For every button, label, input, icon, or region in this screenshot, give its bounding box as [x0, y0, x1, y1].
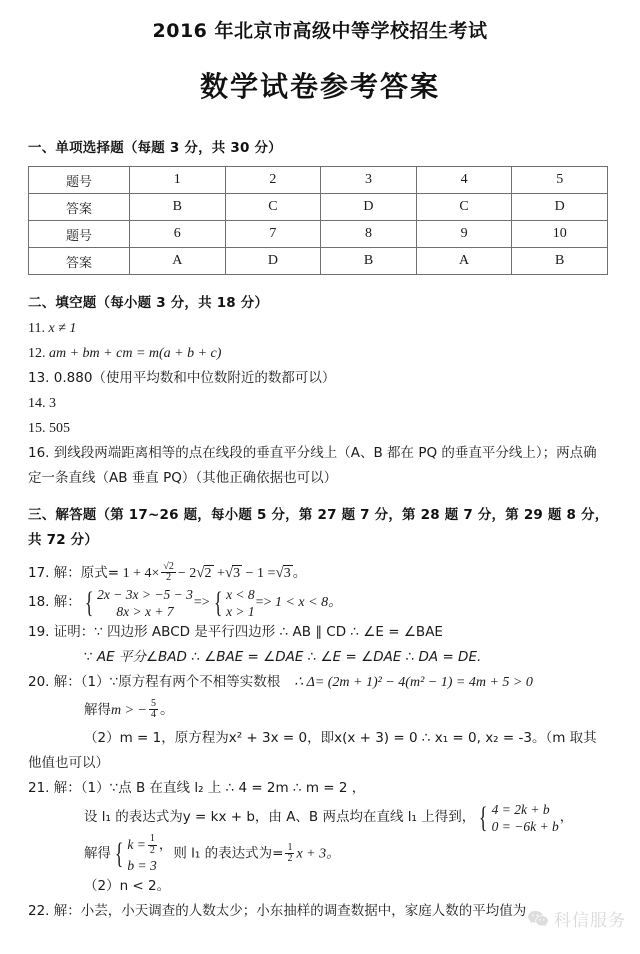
item-text: 则 l₁ 的表达式为= — [173, 845, 284, 862]
fraction-numerator: 5 — [151, 697, 157, 709]
answer-item-14: 14. 3 — [28, 396, 56, 411]
item-label: 17. 解：原式= — [28, 565, 120, 581]
equation-row: k = — [127, 837, 146, 853]
fraction-numerator: √2 — [163, 560, 174, 572]
solve-label: 解得 — [84, 702, 111, 718]
solve-label: 解得 — [84, 845, 111, 862]
answer-item-20-line2 — [28, 695, 610, 726]
table-cell: 5 — [512, 167, 608, 194]
item-label: 18. 解： — [28, 594, 81, 611]
equation-system — [112, 835, 172, 874]
answer-item-22-line1: 22. 解：小芸，小天调查的人数太少；小东抽样的调查数据中，家庭人数的平均值为 — [28, 903, 527, 919]
fraction — [148, 834, 157, 856]
table-row — [29, 248, 608, 275]
implies-arrow: => — [255, 595, 272, 611]
fraction-numerator: 1 — [287, 841, 293, 853]
table-cell: 6 — [130, 221, 226, 248]
left-brace-icon: { — [213, 585, 223, 619]
table-cell: 3 — [321, 167, 417, 194]
answer-item-16: 16. 到线段两端距离相等的点在线段的垂直平分线上（A、B 都在 PQ 的垂直平分线上）；两点确定一条直线（AB 垂直 PQ）（其他正确依据也可以） — [28, 445, 597, 486]
math-part: + — [217, 566, 225, 581]
math-part: x + 3。 — [296, 846, 341, 862]
table-cell: C — [416, 194, 512, 221]
item-number: 12. — [28, 346, 46, 361]
implies-arrow: => — [193, 595, 210, 611]
answer-item-21-line1: 21. 解：（1）∵点 B 在直线 l₂ 上 ∴ 4 = 2m ∴ m = 2 ， — [28, 780, 366, 796]
radicand: 3 — [233, 566, 241, 581]
equation-row: 8x > x + 7 — [116, 604, 174, 619]
answer-item-21-line3 — [28, 835, 610, 874]
table-cell: C — [225, 194, 321, 221]
answer-item-20-line1 — [28, 670, 610, 695]
answer-item-12 — [28, 341, 610, 366]
result: 1 < x < 8。 — [274, 595, 343, 611]
table-cell: 10 — [512, 221, 608, 248]
table-cell: D — [225, 248, 321, 275]
table-cell: 7 — [225, 221, 321, 248]
math-part: − 2 — [177, 566, 197, 581]
item-math — [122, 560, 307, 584]
fraction — [149, 699, 158, 721]
fraction-numerator: 1 — [149, 833, 155, 844]
item-math: ∴ Δ= (2m + 1)² − 4(m² − 1) = 4m + 5 > 0 — [294, 675, 533, 690]
math-part: − 1 = — [245, 566, 276, 581]
table-cell: A — [130, 248, 226, 275]
equation-system — [476, 801, 558, 835]
answer-item-20-line4: 他值也可以） — [28, 755, 109, 771]
section-2-heading: 二、填空题（每小题 3 分，共 18 分） — [28, 295, 269, 311]
answer-item-20-line3: （2）m = 1，原方程为x² + 3x = 0，即x(x + 3) = 0 ∴ x₁ = 0, x₂ = -3。（m 取其 — [84, 730, 597, 746]
table-cell: A — [416, 248, 512, 275]
row-header-question: 题号 — [29, 167, 130, 194]
table-cell: 9 — [416, 221, 512, 248]
table-cell: D — [512, 194, 608, 221]
table-cell: 2 — [225, 167, 321, 194]
punctuation: ， — [158, 837, 173, 854]
answer-item-17 — [28, 553, 610, 586]
equation-row: b = 3 — [127, 858, 157, 873]
item-body: am + bm + cm = m(a + b + c) — [49, 346, 222, 361]
table-cell: D — [321, 194, 417, 221]
watermark-label: 科信服务 — [554, 911, 626, 931]
equation-system — [211, 586, 255, 620]
answer-item-18 — [28, 586, 610, 620]
item-number: 11. — [28, 321, 45, 336]
equation-row: x > 1 — [226, 604, 255, 619]
radicand: 3 — [283, 566, 291, 581]
left-brace-icon: { — [84, 585, 94, 619]
table-cell: 4 — [416, 167, 512, 194]
fraction-denominator: 2 — [149, 844, 155, 856]
table-row — [29, 167, 608, 194]
item-label: 20. 解：（1）∵原方程有两个不相等实数根 — [28, 674, 281, 690]
equation-row: 0 = −6k + b — [491, 819, 559, 834]
table-cell: 8 — [321, 221, 417, 248]
answer-item-19-line1: 19. 证明：∵ 四边形 ABCD 是平行四边形 ∴ AB ∥ CD ∴ ∠E = ∠BAE — [28, 624, 443, 640]
item-text: 设 l₁ 的表达式为y = kx + b，由 A、B 两点均在直线 l₁ 上得到， — [84, 809, 476, 826]
equation-row: x < 8 — [226, 587, 255, 602]
fraction-denominator: 2 — [287, 853, 293, 864]
section-3-heading: 三、解答题（第 17~26 题，每小题 5 分，第 27 题 7 分，第 28 题 7 分，第 29 题 8 分，共 72 分） — [28, 507, 609, 548]
radical-sign: √ — [196, 565, 205, 581]
answer-item-21-line4: （2）n < 2。 — [84, 878, 171, 894]
page-title-line2: 数学试卷参考答案 — [199, 70, 440, 103]
math-part: 1 + 4× — [122, 566, 160, 581]
equation-row: 2x − 3x > −5 − 3 — [97, 587, 193, 602]
table-cell: B — [321, 248, 417, 275]
answer-item-15: 15. 505 — [28, 421, 70, 436]
row-header-question: 题号 — [29, 221, 130, 248]
math-part: m > − — [111, 703, 148, 718]
answer-item-11 — [28, 316, 610, 341]
table-cell: B — [512, 248, 608, 275]
answer-item-19-line2: ∵ AE 平分∠BAD ∴ ∠BAE = ∠DAE ∴ ∠E = ∠DAE ∴ DA = DE. — [84, 649, 482, 665]
math-part: 。 — [292, 566, 307, 581]
radicand: 2 — [204, 566, 212, 581]
left-brace-icon: { — [114, 837, 124, 871]
multiple-choice-answer-table — [28, 166, 608, 275]
table-row — [29, 194, 608, 221]
row-header-answer: 答案 — [29, 248, 130, 275]
equation-system — [82, 586, 193, 620]
section-1-heading: 一、单项选择题（每题 3 分，共 30 分） — [28, 140, 282, 156]
punctuation: ， — [559, 809, 574, 826]
fraction — [161, 562, 176, 584]
radical-sign: √ — [275, 565, 284, 581]
answer-item-21-line2 — [28, 801, 610, 835]
fraction — [285, 843, 294, 865]
fraction-denominator: 4 — [151, 709, 157, 721]
left-brace-icon: { — [479, 800, 488, 834]
equation-row: 4 = 2k + b — [491, 802, 550, 817]
math-part: 。 — [160, 703, 175, 718]
radical-sign: √ — [224, 565, 234, 581]
table-cell: 1 — [130, 167, 226, 194]
answer-item-13: 13. 0.880（使用平均数和中位数附近的数都可以） — [28, 370, 336, 386]
table-row — [29, 221, 608, 248]
table-cell: B — [130, 194, 226, 221]
item-body: x ≠ 1 — [48, 321, 77, 336]
fraction-denominator: 2 — [161, 572, 176, 584]
page-title-line1: 2016 年北京市高级中等学校招生考试 — [152, 20, 488, 42]
document-body — [0, 105, 640, 924]
row-header-answer: 答案 — [29, 194, 130, 221]
